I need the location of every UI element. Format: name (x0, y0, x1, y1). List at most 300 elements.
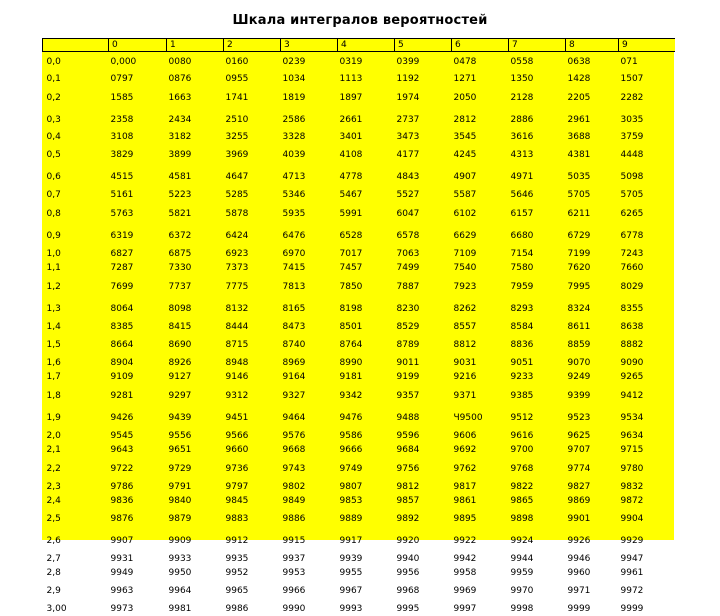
value-cell: 9791 (168, 482, 192, 492)
value-cell: 4381 (567, 150, 591, 160)
value-cell: 9889 (339, 514, 363, 524)
value-cell: 9523 (567, 413, 591, 423)
column-header: 9 (619, 39, 675, 52)
value-cell: 3899 (168, 150, 192, 160)
argument-cell: 0,1 (46, 74, 61, 84)
value-cell: 8764 (339, 340, 363, 350)
probability-integral-table (42, 38, 675, 616)
value-cell: 9967 (339, 586, 363, 596)
value-cell: 9031 (453, 358, 477, 368)
value-cell: 6970 (282, 249, 306, 259)
value-cell: 9512 (510, 413, 534, 423)
table-row (43, 508, 675, 530)
table-row (43, 494, 675, 508)
value-cell: 8557 (453, 322, 477, 332)
table-row (43, 202, 675, 225)
value-cell: 9898 (510, 514, 534, 524)
argument-cell: 2,0 (46, 431, 61, 441)
value-cell: 8444 (225, 322, 249, 332)
argument-cell: 1,4 (46, 322, 61, 332)
table-row (43, 86, 675, 109)
value-cell: 9327 (282, 390, 306, 401)
value-cell: 8262 (453, 304, 477, 314)
value-cell: 9970 (510, 586, 534, 596)
value-cell: 6265 (620, 208, 644, 219)
argument-cell: 2,2 (46, 463, 61, 474)
value-cell: 0558 (510, 57, 534, 67)
value-cell: 9947 (620, 554, 644, 564)
value-cell: 9451 (225, 413, 249, 423)
value-cell: 3182 (168, 132, 192, 142)
column-header: 6 (452, 39, 509, 52)
value-cell: 8836 (510, 340, 534, 350)
value-cell: 4647 (225, 172, 249, 182)
value-cell: 9981 (168, 604, 192, 614)
value-cell: 8948 (225, 358, 249, 368)
value-cell: 9972 (620, 586, 644, 596)
value-cell: 9556 (168, 431, 192, 441)
value-cell: 2128 (510, 92, 534, 103)
value-cell: 9959 (510, 568, 534, 578)
value-cell: 9586 (339, 431, 363, 441)
value-cell: 4039 (282, 150, 306, 160)
value-cell: 5705 (567, 190, 591, 200)
value-cell: 9939 (339, 554, 363, 564)
table-row (43, 480, 675, 494)
value-cell: 9357 (396, 390, 420, 401)
value-cell: 7775 (225, 281, 249, 292)
value-cell: 9832 (620, 482, 644, 492)
value-cell: 9995 (396, 604, 420, 614)
value-cell: 6528 (339, 231, 363, 241)
value-cell: 9265 (620, 372, 644, 382)
value-cell: 9944 (510, 554, 534, 564)
argument-cell: 1,7 (46, 372, 61, 382)
value-cell: 3473 (396, 132, 420, 142)
value-cell: 0955 (225, 74, 249, 84)
value-cell: 9946 (567, 554, 591, 564)
value-cell: 9937 (282, 554, 306, 564)
value-cell: 4108 (339, 150, 363, 160)
value-cell: 1897 (339, 92, 363, 103)
argument-cell: 0,6 (46, 172, 61, 182)
value-cell: 5935 (282, 208, 306, 219)
argument-cell: 0,9 (46, 231, 61, 241)
value-cell: 6629 (453, 231, 477, 241)
column-header: 0 (109, 39, 167, 52)
table-row (43, 457, 675, 480)
value-cell: 1428 (567, 74, 591, 84)
value-cell: 0160 (225, 57, 249, 67)
argument-cell: 1,1 (46, 263, 61, 273)
value-cell: 7923 (453, 281, 477, 292)
value-cell: 8230 (396, 304, 420, 314)
value-cell: 9684 (396, 445, 420, 455)
value-cell: 3401 (339, 132, 363, 142)
value-cell: 9216 (453, 372, 477, 382)
header-corner-cell (43, 39, 109, 52)
value-cell: 9940 (396, 554, 420, 564)
value-cell: 6102 (453, 208, 477, 219)
argument-cell: 1,0 (46, 249, 61, 259)
value-cell: 9999 (620, 604, 644, 614)
value-cell: 9625 (567, 431, 591, 441)
value-cell: 5098 (620, 172, 644, 182)
value-cell: 9164 (282, 372, 306, 382)
table-row (43, 566, 675, 580)
value-cell: 7737 (168, 281, 192, 292)
value-cell: 9634 (620, 431, 644, 441)
value-cell: 8355 (620, 304, 644, 314)
value-cell: 9729 (168, 463, 192, 474)
value-cell: 0399 (396, 57, 420, 67)
value-cell: 5763 (110, 208, 134, 219)
value-cell: 5346 (282, 190, 306, 200)
table-row (43, 247, 675, 261)
table-row (43, 384, 675, 407)
value-cell: 9707 (567, 445, 591, 455)
value-cell: 0080 (168, 57, 192, 67)
value-cell: 8740 (282, 340, 306, 350)
value-cell: 9964 (168, 586, 192, 596)
value-cell: 9895 (453, 514, 477, 524)
value-cell: 9476 (339, 413, 363, 423)
value-cell: 2586 (282, 114, 306, 125)
value-cell: 9822 (510, 482, 534, 492)
value-cell: 8859 (567, 340, 591, 350)
value-cell: 6424 (225, 231, 249, 241)
value-cell: 9312 (225, 390, 249, 401)
table-row (43, 334, 675, 356)
value-cell: 0876 (168, 74, 192, 84)
value-cell: 9488 (396, 413, 420, 423)
value-cell: 5285 (225, 190, 249, 200)
table-row (43, 130, 675, 144)
value-cell: 5991 (339, 208, 363, 219)
value-cell: 0638 (567, 57, 591, 67)
value-cell: 8584 (510, 322, 534, 332)
table-row (43, 356, 675, 370)
argument-cell: 2,6 (46, 536, 61, 546)
value-cell: 4907 (453, 172, 477, 182)
value-cell: 9545 (110, 431, 134, 441)
value-cell: 9840 (168, 496, 192, 506)
value-cell: 9127 (168, 372, 192, 382)
value-cell: 8715 (225, 340, 249, 350)
table-row (43, 429, 675, 443)
value-cell: 8029 (620, 281, 644, 292)
value-cell: 7959 (510, 281, 534, 292)
value-cell: 9971 (567, 586, 591, 596)
value-cell: 9853 (339, 496, 363, 506)
value-cell: 7499 (396, 263, 420, 273)
value-cell: 9774 (567, 463, 591, 474)
value-cell: 7995 (567, 281, 591, 292)
value-cell: 7660 (620, 263, 644, 273)
table-row (43, 109, 675, 130)
value-cell: 5467 (339, 190, 363, 200)
column-header: 8 (566, 39, 619, 52)
value-cell: 6778 (620, 231, 644, 241)
argument-cell: 0,2 (46, 92, 61, 103)
value-cell: 3255 (225, 132, 249, 142)
value-cell: 5878 (225, 208, 249, 219)
argument-cell: 2,9 (46, 586, 61, 596)
table-row (43, 298, 675, 320)
value-cell: 9958 (453, 568, 477, 578)
value-cell: 9998 (510, 604, 534, 614)
value-cell: 5035 (567, 172, 591, 182)
value-cell: 8690 (168, 340, 192, 350)
value-cell: 6680 (510, 231, 534, 241)
value-cell: 9950 (168, 568, 192, 578)
value-cell: 7415 (282, 263, 306, 273)
table-row (43, 166, 675, 188)
table-row (43, 144, 675, 166)
value-cell: 0239 (282, 57, 306, 67)
value-cell: 2886 (510, 114, 534, 125)
value-cell: 8385 (110, 322, 134, 332)
value-cell: 9949 (110, 568, 134, 578)
value-cell: 6319 (110, 231, 134, 241)
table-row (43, 225, 675, 247)
value-cell: 9011 (396, 358, 420, 368)
value-cell: 5223 (168, 190, 192, 200)
value-cell: 9892 (396, 514, 420, 524)
value-cell: 7699 (110, 281, 134, 292)
value-cell: 9865 (510, 496, 534, 506)
table-row (43, 370, 675, 384)
value-cell: 9736 (225, 463, 249, 474)
value-cell: 2050 (453, 92, 477, 103)
value-cell: 1974 (396, 92, 420, 103)
argument-cell: 3,00 (46, 604, 67, 614)
value-cell: 9917 (339, 536, 363, 546)
value-cell: 6047 (396, 208, 420, 219)
value-cell: 9909 (168, 536, 192, 546)
value-cell: 9997 (453, 604, 477, 614)
argument-cell: 0,8 (46, 208, 61, 219)
column-header: 4 (338, 39, 395, 52)
value-cell: 7887 (396, 281, 420, 292)
value-cell: 9643 (110, 445, 134, 455)
table-row (43, 261, 675, 275)
value-cell: 9797 (225, 482, 249, 492)
value-cell: 6923 (225, 249, 249, 259)
value-cell: 9966 (282, 586, 306, 596)
value-cell: 8415 (168, 322, 192, 332)
value-cell: 7063 (396, 249, 420, 259)
value-cell: 9869 (567, 496, 591, 506)
value-cell: 9827 (567, 482, 591, 492)
value-cell: 9876 (110, 514, 134, 524)
value-cell: 9181 (339, 372, 363, 382)
value-cell: 7813 (282, 281, 306, 292)
column-header: 1 (167, 39, 224, 52)
column-header: 5 (395, 39, 452, 52)
value-cell: 9749 (339, 463, 363, 474)
value-cell: 9960 (567, 568, 591, 578)
value-cell: 9576 (282, 431, 306, 441)
argument-cell: 2,8 (46, 568, 61, 578)
value-cell: 7457 (339, 263, 363, 273)
value-cell: 8198 (339, 304, 363, 314)
value-cell: 9924 (510, 536, 534, 546)
value-cell: 9955 (339, 568, 363, 578)
value-cell: 9817 (453, 482, 477, 492)
value-cell: 8926 (168, 358, 192, 368)
value-cell: 9963 (110, 586, 134, 596)
value-cell: 9399 (567, 390, 591, 401)
value-cell: 7243 (620, 249, 644, 259)
value-cell: 9762 (453, 463, 477, 474)
value-cell: 0797 (110, 74, 134, 84)
value-cell: 9969 (453, 586, 477, 596)
value-cell: 9109 (110, 372, 134, 382)
value-cell: 9780 (620, 463, 644, 474)
argument-cell: 0,3 (46, 114, 61, 125)
value-cell: 7330 (168, 263, 192, 273)
value-cell: 6578 (396, 231, 420, 241)
value-cell: 7154 (510, 249, 534, 259)
value-cell: 9668 (282, 445, 306, 455)
argument-cell: 1,5 (46, 340, 61, 350)
table-row (43, 407, 675, 429)
value-cell: 9342 (339, 390, 363, 401)
argument-cell: 0,4 (46, 132, 61, 142)
value-cell: 9807 (339, 482, 363, 492)
value-cell: 9883 (225, 514, 249, 524)
value-cell: 8501 (339, 322, 363, 332)
value-cell: 4515 (110, 172, 134, 182)
value-cell: 9953 (282, 568, 306, 578)
value-cell: 071 (620, 57, 638, 67)
value-cell: 9812 (396, 482, 420, 492)
value-cell: 9666 (339, 445, 363, 455)
argument-cell: 1,2 (46, 281, 61, 292)
value-cell: 9956 (396, 568, 420, 578)
table-row (43, 443, 675, 457)
table-row (43, 552, 675, 566)
value-cell: 9371 (453, 390, 477, 401)
value-cell: 8789 (396, 340, 420, 350)
value-cell: 6827 (110, 249, 134, 259)
value-cell: 9743 (282, 463, 306, 474)
value-cell: 1350 (510, 74, 534, 84)
argument-cell: 2,7 (46, 554, 61, 564)
value-cell: 8064 (110, 304, 134, 314)
value-cell: 9920 (396, 536, 420, 546)
value-cell: 9616 (510, 431, 534, 441)
value-cell: 9849 (282, 496, 306, 506)
value-cell: 5705 (620, 190, 644, 200)
argument-cell: 2,1 (46, 445, 61, 455)
value-cell: 4778 (339, 172, 363, 182)
value-cell: 3759 (620, 132, 644, 142)
value-cell: 9935 (225, 554, 249, 564)
value-cell: 9722 (110, 463, 134, 474)
value-cell: 6729 (567, 231, 591, 241)
value-cell: 9961 (620, 568, 644, 578)
value-cell: 9768 (510, 463, 534, 474)
value-cell: 8969 (282, 358, 306, 368)
value-cell: 9786 (110, 482, 134, 492)
value-cell: 7373 (225, 263, 249, 273)
value-cell: 0319 (339, 57, 363, 67)
value-cell: 9968 (396, 586, 420, 596)
value-cell: 9973 (110, 604, 134, 614)
table-row (43, 602, 675, 616)
value-cell: 9146 (225, 372, 249, 382)
value-cell: 9439 (168, 413, 192, 423)
value-cell: 3616 (510, 132, 534, 142)
value-cell: 6875 (168, 249, 192, 259)
value-cell: 9566 (225, 431, 249, 441)
column-header: 3 (281, 39, 338, 52)
value-cell: 6476 (282, 231, 306, 241)
value-cell: 9993 (339, 604, 363, 614)
value-cell: 1192 (396, 74, 420, 84)
value-cell: 9233 (510, 372, 534, 382)
value-cell: 9965 (225, 586, 249, 596)
value-cell: 3829 (110, 150, 134, 160)
value-cell: 9879 (168, 514, 192, 524)
value-cell: 1507 (620, 74, 644, 84)
value-cell: 9933 (168, 554, 192, 564)
value-cell: 8904 (110, 358, 134, 368)
argument-cell: 2,4 (46, 496, 61, 506)
value-cell: 2282 (620, 92, 644, 103)
value-cell: 8293 (510, 304, 534, 314)
value-cell: 9857 (396, 496, 420, 506)
value-cell: 7850 (339, 281, 363, 292)
value-cell: 8529 (396, 322, 420, 332)
value-cell: 4581 (168, 172, 192, 182)
value-cell: 5646 (510, 190, 534, 200)
table-row (43, 275, 675, 298)
value-cell: 2661 (339, 114, 363, 125)
value-cell: 3035 (620, 114, 644, 125)
table-row (43, 188, 675, 202)
value-cell: 9692 (453, 445, 477, 455)
value-cell: 7199 (567, 249, 591, 259)
value-cell: 2510 (225, 114, 249, 125)
value-cell: 9986 (225, 604, 249, 614)
value-cell: 4713 (282, 172, 306, 182)
value-cell: 9534 (620, 413, 644, 423)
value-cell: 9070 (567, 358, 591, 368)
value-cell: 4971 (510, 172, 534, 182)
table-row (43, 580, 675, 602)
value-cell: 9660 (225, 445, 249, 455)
value-cell: 9912 (225, 536, 249, 546)
value-cell: 1585 (110, 92, 134, 103)
value-cell: 3545 (453, 132, 477, 142)
column-header: 7 (509, 39, 566, 52)
value-cell: 9886 (282, 514, 306, 524)
value-cell: 9901 (567, 514, 591, 524)
value-cell: 5161 (110, 190, 134, 200)
value-cell: 9872 (620, 496, 644, 506)
value-cell: 9915 (282, 536, 306, 546)
value-cell: 6372 (168, 231, 192, 241)
value-cell: 9700 (510, 445, 534, 455)
value-cell: 9922 (453, 536, 477, 546)
value-cell: 9845 (225, 496, 249, 506)
value-cell: 2961 (567, 114, 591, 125)
value-cell: 9931 (110, 554, 134, 564)
value-cell: 7287 (110, 263, 134, 273)
